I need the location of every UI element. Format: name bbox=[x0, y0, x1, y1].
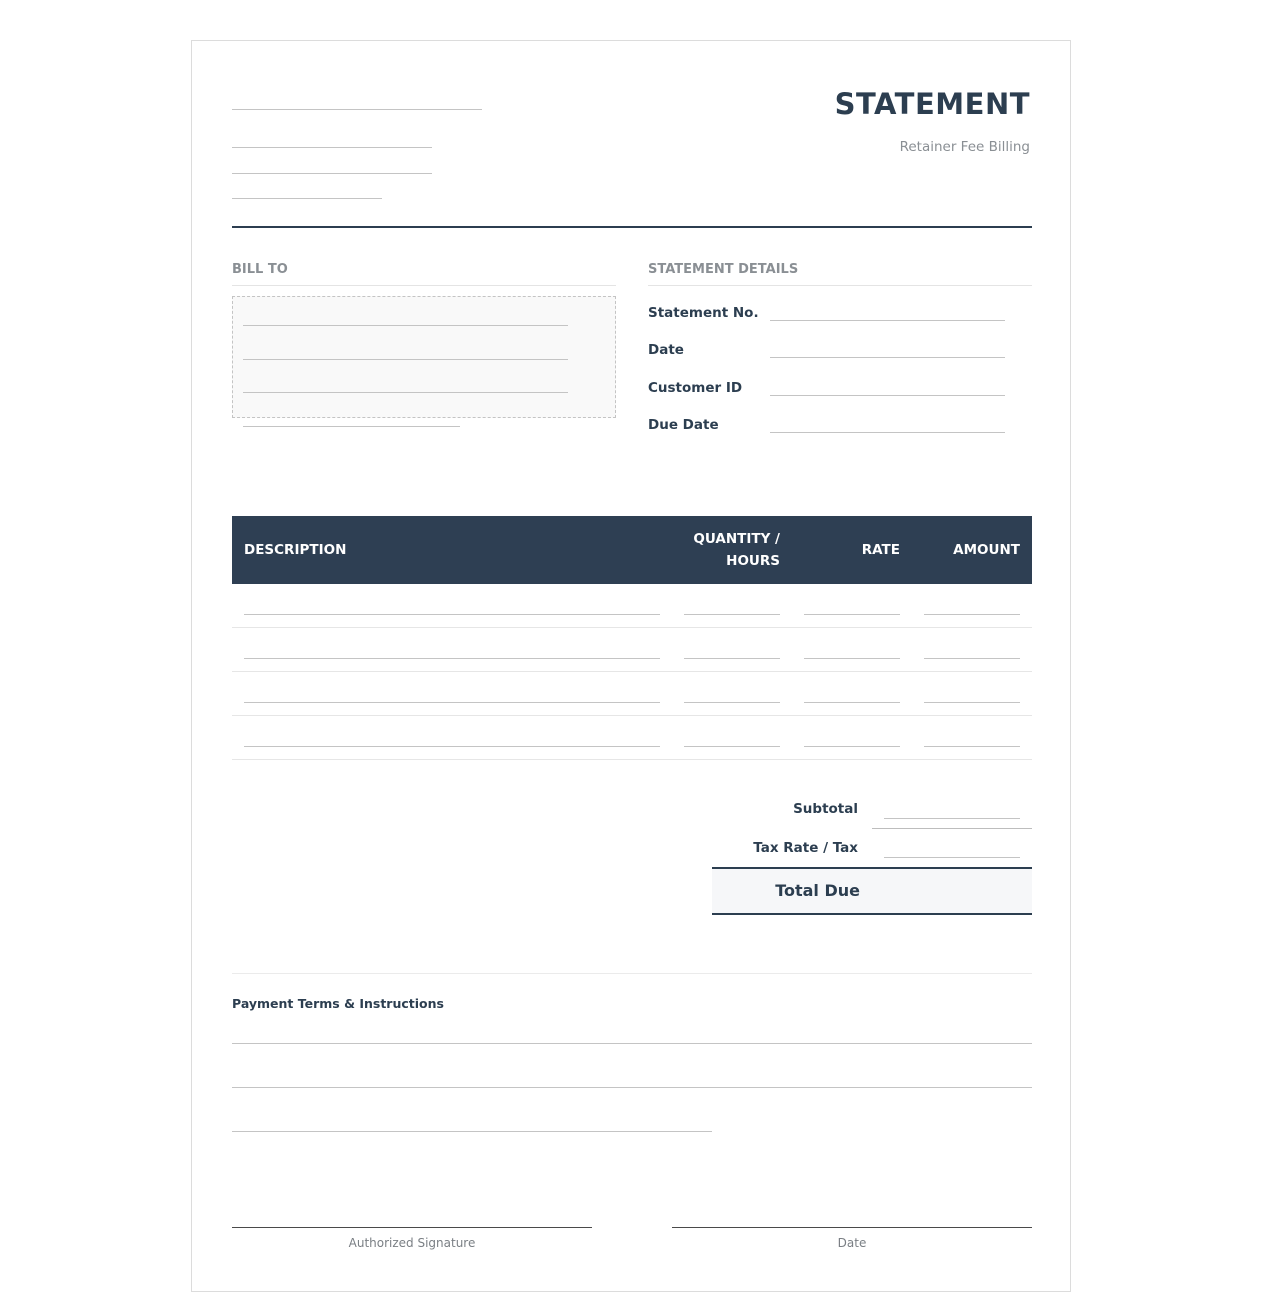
row-rate-field[interactable] bbox=[804, 702, 900, 703]
row-quantity-field[interactable] bbox=[684, 658, 780, 659]
row-divider bbox=[232, 627, 1032, 628]
column-rate: RATE bbox=[861, 542, 900, 558]
statement-number-field[interactable] bbox=[770, 320, 1005, 321]
date-label: Date bbox=[648, 342, 684, 358]
bill-to-line-1[interactable] bbox=[243, 325, 568, 326]
row-divider bbox=[232, 759, 1032, 760]
document-title: STATEMENT bbox=[834, 87, 1030, 121]
row-description-field[interactable] bbox=[244, 702, 660, 703]
bill-to-heading: BILL TO bbox=[232, 262, 288, 277]
tax-field[interactable] bbox=[884, 857, 1020, 858]
row-rate-field[interactable] bbox=[804, 746, 900, 747]
customer-id-field[interactable] bbox=[770, 395, 1005, 396]
row-quantity-field[interactable] bbox=[684, 702, 780, 703]
authorized-signature-label: Authorized Signature bbox=[348, 1236, 476, 1250]
row-amount-field[interactable] bbox=[924, 746, 1020, 747]
signature-date-line[interactable] bbox=[672, 1227, 1032, 1228]
terms-divider bbox=[232, 973, 1032, 974]
company-address-line-1[interactable] bbox=[232, 147, 432, 148]
tax-label: Tax Rate / Tax bbox=[753, 840, 858, 856]
due-date-field[interactable] bbox=[770, 432, 1005, 433]
row-amount-field[interactable] bbox=[924, 614, 1020, 615]
subtotal-rule bbox=[872, 828, 1032, 829]
column-quantity-line1: QUANTITY / bbox=[693, 531, 780, 547]
header-divider bbox=[232, 226, 1032, 228]
statement-details-heading: STATEMENT DETAILS bbox=[648, 262, 799, 277]
company-contact-line[interactable] bbox=[232, 198, 382, 199]
total-due-box bbox=[712, 867, 1032, 915]
column-description: DESCRIPTION bbox=[244, 542, 347, 558]
document-subtitle: Retainer Fee Billing bbox=[899, 139, 1030, 155]
bill-to-line-2[interactable] bbox=[243, 359, 568, 360]
row-rate-field[interactable] bbox=[804, 614, 900, 615]
terms-line-3[interactable] bbox=[232, 1131, 712, 1132]
company-address-line-2[interactable] bbox=[232, 173, 432, 174]
customer-id-label: Customer ID bbox=[648, 380, 743, 396]
bill-to-line-3[interactable] bbox=[243, 392, 568, 393]
statement-document bbox=[191, 40, 1071, 1292]
row-description-field[interactable] bbox=[244, 614, 660, 615]
row-rate-field[interactable] bbox=[804, 658, 900, 659]
row-amount-field[interactable] bbox=[924, 702, 1020, 703]
bill-to-rule bbox=[232, 285, 616, 286]
authorized-signature-line[interactable] bbox=[232, 1227, 592, 1228]
total-due-label: Total Due bbox=[775, 881, 860, 900]
bill-to-line-4[interactable] bbox=[243, 426, 460, 427]
row-description-field[interactable] bbox=[244, 658, 660, 659]
statement-number-label: Statement No. bbox=[648, 305, 759, 321]
row-divider bbox=[232, 715, 1032, 716]
terms-line-1[interactable] bbox=[232, 1043, 1032, 1044]
due-date-label: Due Date bbox=[648, 417, 719, 433]
row-quantity-field[interactable] bbox=[684, 614, 780, 615]
column-quantity-line2: HOURS bbox=[726, 553, 780, 569]
row-amount-field[interactable] bbox=[924, 658, 1020, 659]
subtotal-label: Subtotal bbox=[793, 801, 858, 817]
date-field[interactable] bbox=[770, 357, 1005, 358]
column-amount: AMOUNT bbox=[953, 542, 1020, 558]
bill-to-box[interactable] bbox=[232, 296, 616, 418]
row-quantity-field[interactable] bbox=[684, 746, 780, 747]
terms-line-2[interactable] bbox=[232, 1087, 1032, 1088]
statement-details-rule bbox=[648, 285, 1032, 286]
subtotal-field[interactable] bbox=[884, 818, 1020, 819]
row-description-field[interactable] bbox=[244, 746, 660, 747]
company-name-line[interactable] bbox=[232, 109, 482, 110]
row-divider bbox=[232, 671, 1032, 672]
table-header bbox=[232, 516, 1032, 584]
signature-date-label: Date bbox=[837, 1236, 867, 1250]
payment-terms-heading: Payment Terms & Instructions bbox=[232, 996, 444, 1011]
